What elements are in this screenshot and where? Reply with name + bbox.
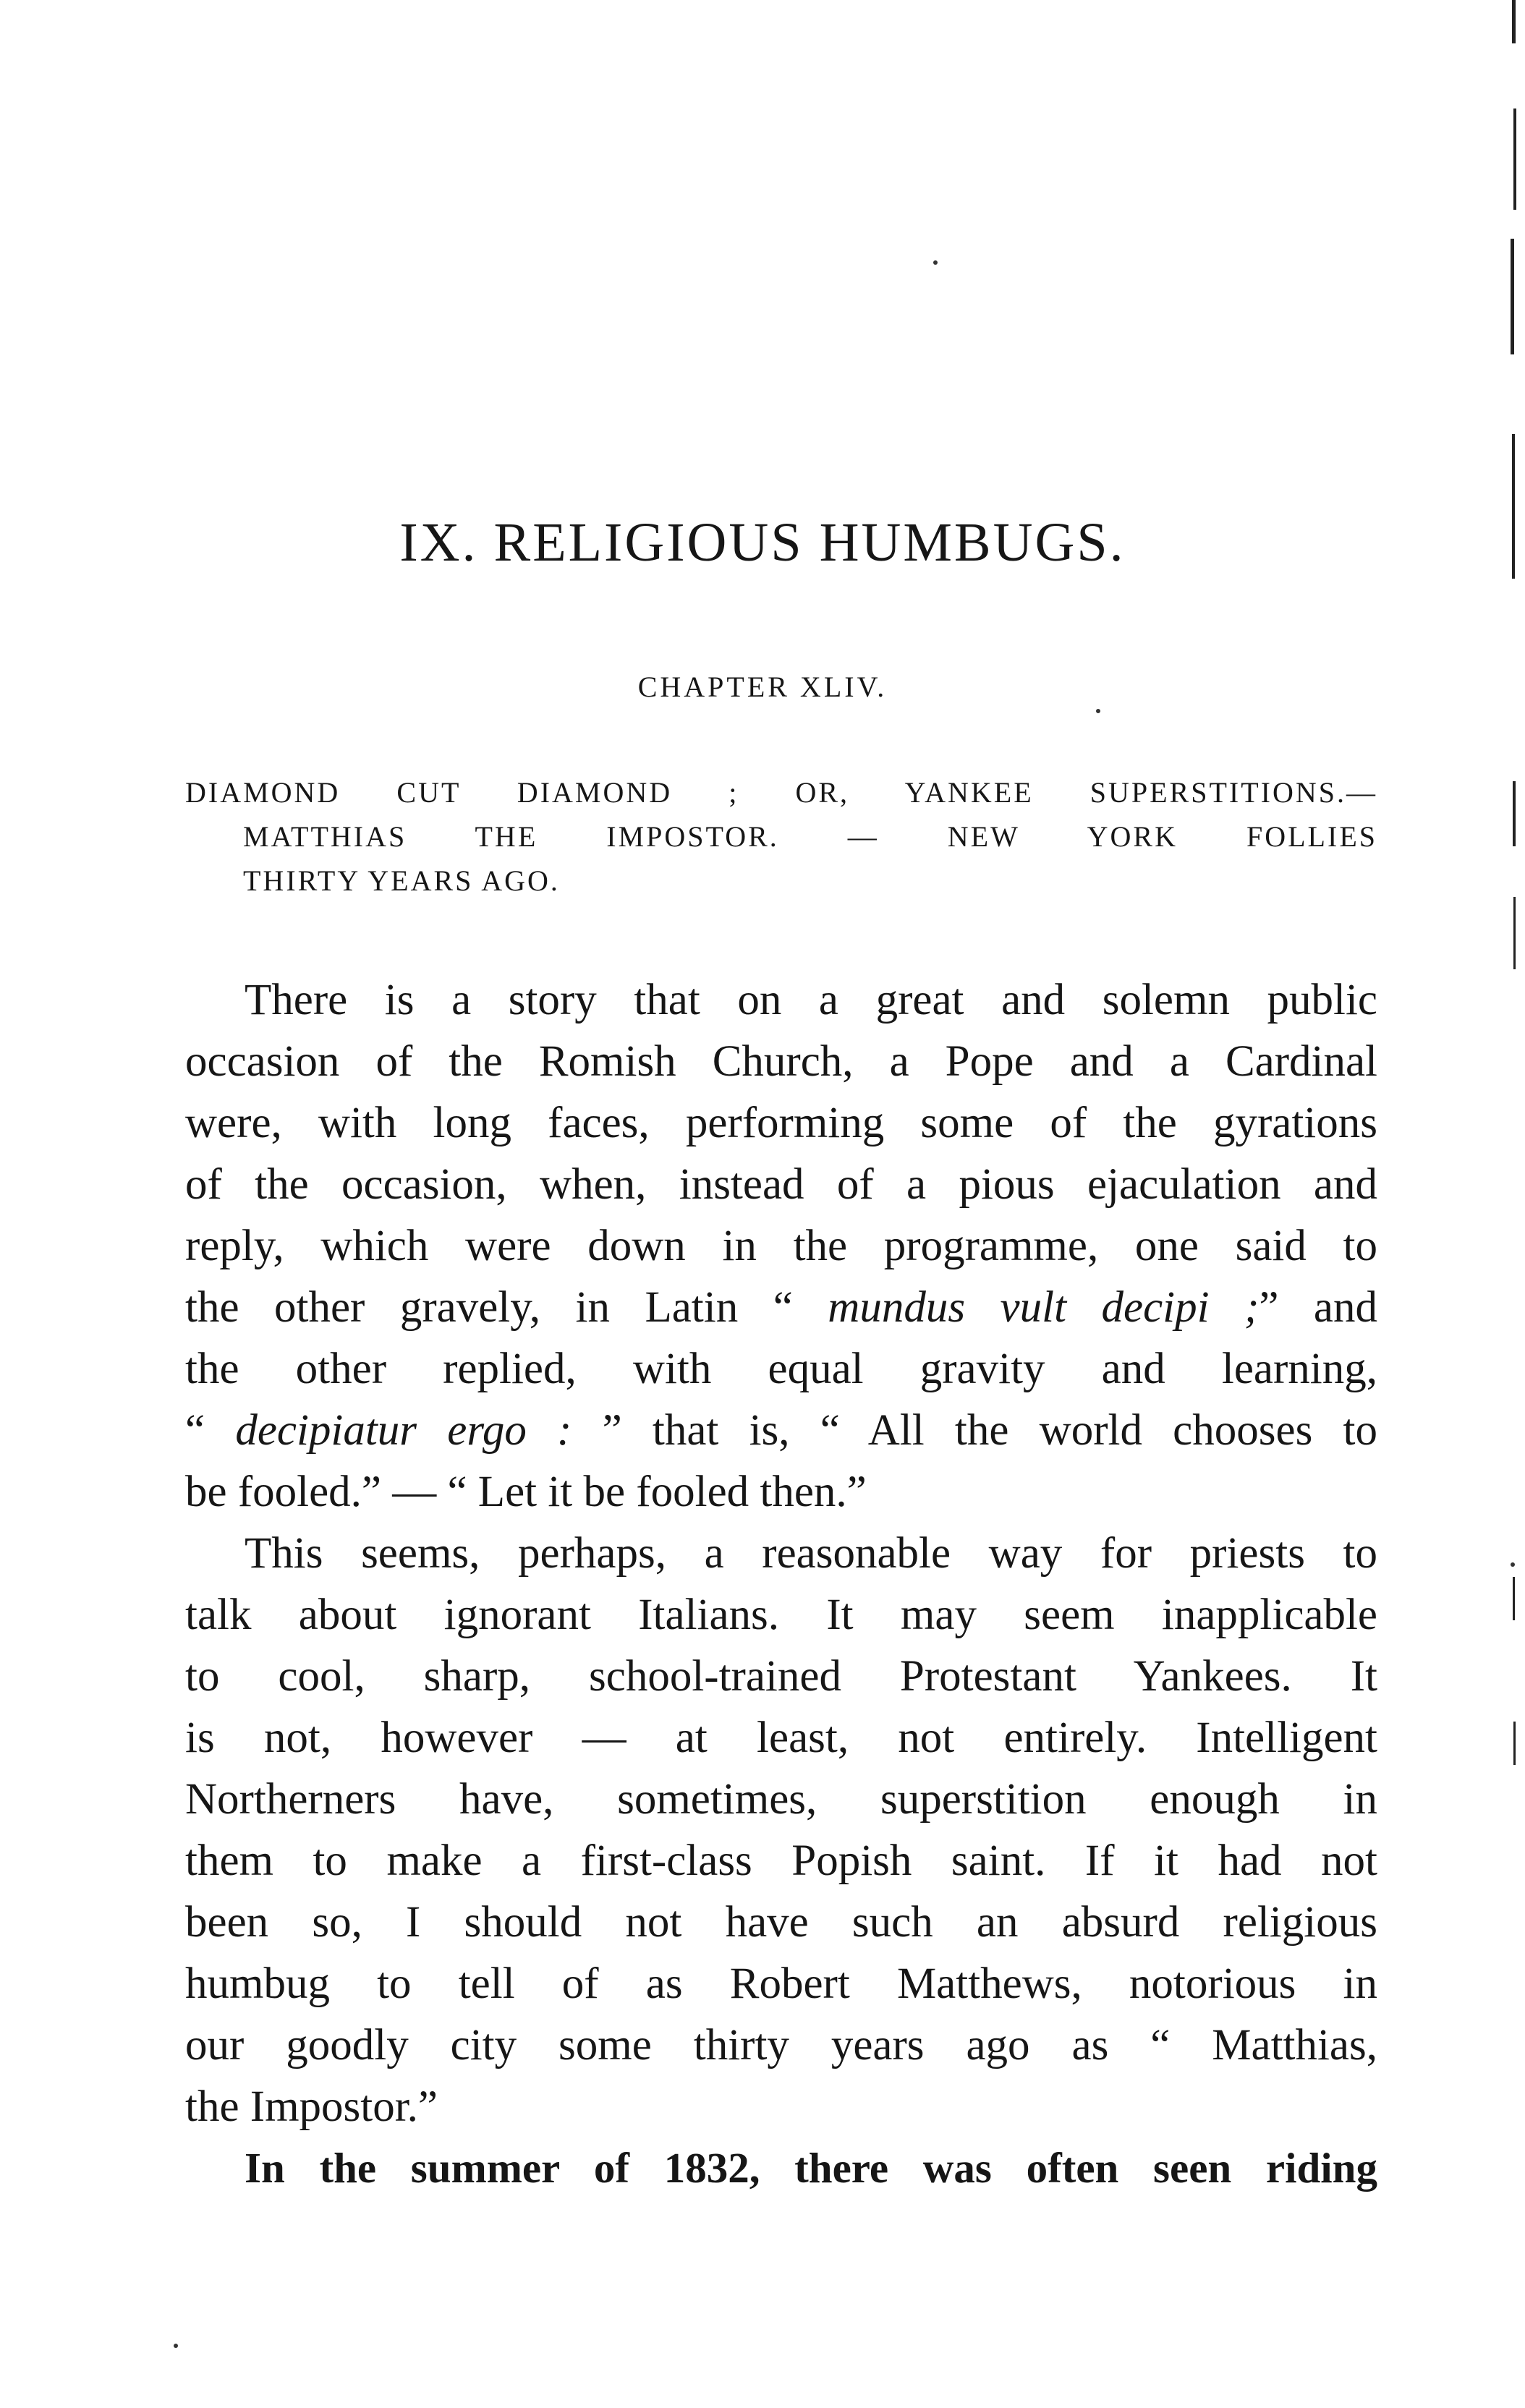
chapter-label: CHAPTER XLIV. — [637, 671, 888, 703]
gutter-mark — [1512, 434, 1515, 579]
text-line — [185, 1277, 1377, 1338]
chapter-heading-line: MATTHIAS THE IMPOSTOR. — NEW YORK FOLLIES — [243, 820, 1377, 853]
scan-speck — [174, 2344, 178, 2348]
body-text — [185, 969, 1377, 2199]
gutter-mark — [1513, 1722, 1516, 1765]
text-line — [185, 1400, 1377, 1461]
scan-speck — [933, 260, 938, 265]
text-line: were, with long faces, performing some of the gyrations — [185, 1099, 1377, 1147]
chapter-heading — [185, 770, 1377, 903]
text-line-after: ” and — [1259, 1283, 1377, 1332]
text-line: is not, however — at least, not entirely. Intelligent — [185, 1714, 1377, 1762]
chapter-heading-line: THIRTY YEARS AGO. — [243, 864, 560, 897]
text-line: This seems, perhaps, a reasonable way for priests to — [245, 1529, 1377, 1578]
text-line-before: the other gravely, in Latin “ — [185, 1283, 828, 1332]
gutter-mark — [1512, 0, 1516, 43]
part-title: IX. RELIGIOUS HUMBUGS. — [399, 512, 1126, 573]
scan-speck — [1511, 1562, 1515, 1567]
text-line-after: ” that is, “ All the world chooses to — [572, 1406, 1377, 1455]
chapter-heading-line: DIAMOND CUT DIAMOND ; OR, YANKEE SUPERSTITIONS.— — [185, 776, 1377, 809]
gutter-mark — [1511, 239, 1514, 354]
text-line: them to make a first-class Popish saint. If it had not — [185, 1837, 1377, 1885]
text-line: to cool, sharp, school-trained Protestant Yankees. It — [185, 1652, 1377, 1701]
text-line: In the summer of 1832, there was often seen riding — [245, 2144, 1377, 2192]
gutter-mark — [1513, 781, 1516, 846]
latin-phrase: mundus vult decipi ; — [828, 1283, 1259, 1332]
text-line: humbug to tell of as Robert Matthews, notorious in — [185, 1960, 1377, 2008]
text-line: the other replied, with equal gravity and learning, — [185, 1345, 1377, 1393]
text-line: Northerners have, sometimes, superstition enough in — [185, 1775, 1377, 1824]
text-line: talk about ignorant Italians. It may seem inapplicable — [185, 1591, 1377, 1639]
gutter-mark — [1513, 1577, 1515, 1620]
text-line: been so, I should not have such an absurd religious — [185, 1898, 1377, 1947]
text-line: our goodly city some thirty years ago as “ Matthias, — [185, 2021, 1377, 2069]
latin-phrase: decipiatur ergo : — [235, 1406, 572, 1455]
text-line: of the occasion, when, instead of a pious ejaculation and — [185, 1160, 1377, 1209]
gutter-mark — [1513, 897, 1516, 969]
text-line: the Impostor.” — [185, 2082, 438, 2131]
gutter-mark — [1513, 109, 1516, 210]
text-line: reply, which were down in the programme, one said to — [185, 1222, 1377, 1270]
scan-speck — [1096, 709, 1100, 713]
text-line: There is a story that on a great and solemn public — [245, 976, 1377, 1024]
text-line: be fooled.” — “ Let it be fooled then.” — [185, 1468, 867, 1516]
text-line: occasion of the Romish Church, a Pope and a Cardinal — [185, 1037, 1377, 1086]
text-line-before: “ — [185, 1406, 236, 1455]
